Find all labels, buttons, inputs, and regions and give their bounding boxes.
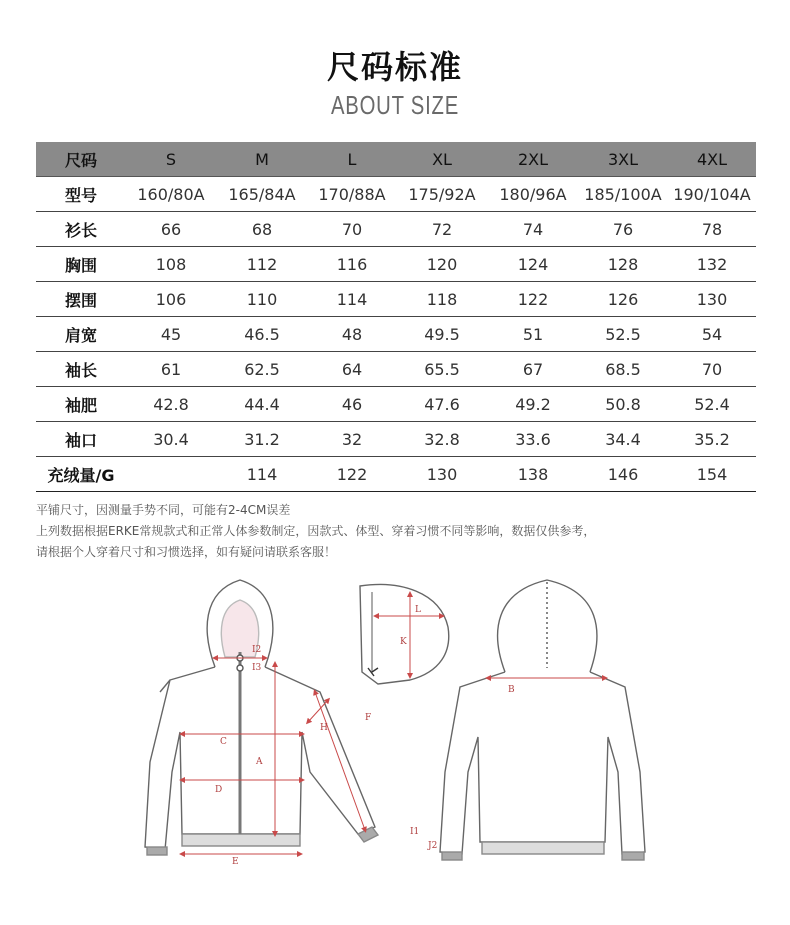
header-cell: 4XL (668, 142, 756, 177)
table-cell: 175/92A (396, 177, 488, 212)
table-cell: 126 (578, 282, 668, 317)
table-cell: 67 (488, 352, 578, 387)
label-d: D (215, 785, 223, 795)
table-cell: 32 (308, 422, 396, 457)
back-jacket-drawing (440, 580, 645, 860)
table-cell: 122 (488, 282, 578, 317)
table-cell: 78 (668, 212, 756, 247)
row-label: 衫长 (36, 212, 126, 247)
table-cell: 72 (396, 212, 488, 247)
table-row (36, 457, 756, 492)
row-label: 充绒量/G (36, 457, 126, 492)
table-cell: 154 (668, 457, 756, 492)
label-e: E (232, 857, 239, 867)
header-cell: 2XL (488, 142, 578, 177)
table-cell: 42.8 (126, 387, 216, 422)
label-i3: I3 (252, 663, 262, 673)
table-cell: 52.5 (578, 317, 668, 352)
table-cell: 70 (668, 352, 756, 387)
table-cell: 70 (308, 212, 396, 247)
table-cell: 165/84A (216, 177, 308, 212)
table-row (36, 247, 756, 282)
label-b: B (508, 685, 515, 695)
table-cell: 130 (396, 457, 488, 492)
table-cell (126, 457, 216, 492)
table-cell: 122 (308, 457, 396, 492)
table-cell: 66 (126, 212, 216, 247)
table-cell: 74 (488, 212, 578, 247)
label-j1: I1 (410, 827, 420, 837)
table-cell: 124 (488, 247, 578, 282)
hood-detail-drawing (360, 585, 449, 684)
row-label: 袖口 (36, 422, 126, 457)
page-title: 尺码标准 (326, 48, 463, 86)
table-cell: 46 (308, 387, 396, 422)
header-cell: S (126, 142, 216, 177)
table-cell: 76 (578, 212, 668, 247)
header-cell: 3XL (578, 142, 668, 177)
table-cell: 120 (396, 247, 488, 282)
table-cell: 61 (126, 352, 216, 387)
label-h: H (320, 723, 328, 733)
table-cell: 51 (488, 317, 578, 352)
row-label: 摆围 (36, 282, 126, 317)
note-line: 平铺尺寸，因测量手势不同，可能有2-4CM误差 (36, 503, 291, 517)
table-cell: 46.5 (216, 317, 308, 352)
table-row (36, 422, 756, 457)
table-row (36, 282, 756, 317)
table-cell: 170/88A (308, 177, 396, 212)
table-cell: 33.6 (488, 422, 578, 457)
table-cell: 146 (578, 457, 668, 492)
table-cell: 138 (488, 457, 578, 492)
table-cell: 160/80A (126, 177, 216, 212)
row-label: 肩宽 (36, 317, 126, 352)
label-j2: J2 (428, 841, 438, 851)
table-cell: 49.2 (488, 387, 578, 422)
table-row (36, 177, 756, 212)
table-cell: 44.4 (216, 387, 308, 422)
table-cell: 110 (216, 282, 308, 317)
table-cell: 68 (216, 212, 308, 247)
note-line: 请根据个人穿着尺寸和习惯选择，如有疑问请联系客服！ (36, 545, 337, 559)
header-cell: XL (396, 142, 488, 177)
label-c: C (220, 737, 227, 747)
label-l: L (415, 605, 421, 615)
row-label: 袖长 (36, 352, 126, 387)
table-cell: 65.5 (396, 352, 488, 387)
table-cell: 118 (396, 282, 488, 317)
table-cell: 50.8 (578, 387, 668, 422)
table-cell: 49.5 (396, 317, 488, 352)
table-cell: 68.5 (578, 352, 668, 387)
size-notes (36, 500, 776, 563)
table-cell: 108 (126, 247, 216, 282)
row-label: 袖肥 (36, 387, 126, 422)
table-row (36, 212, 756, 247)
table-cell: 48 (308, 317, 396, 352)
table-cell: 132 (668, 247, 756, 282)
table-cell: 130 (668, 282, 756, 317)
table-cell: 185/100A (578, 177, 668, 212)
table-cell: 32.8 (396, 422, 488, 457)
table-header-row (36, 142, 756, 177)
page-subtitle: ABOUT SIZE (330, 90, 459, 120)
table-cell: 31.2 (216, 422, 308, 457)
table-cell: 45 (126, 317, 216, 352)
label-i2: I2 (252, 645, 262, 655)
table-cell: 35.2 (668, 422, 756, 457)
table-cell: 112 (216, 247, 308, 282)
table-cell: 30.4 (126, 422, 216, 457)
header-cell: 尺码 (36, 142, 126, 177)
table-cell: 54 (668, 317, 756, 352)
table-row (36, 352, 756, 387)
table-cell: 114 (216, 457, 308, 492)
table-cell: 52.4 (668, 387, 756, 422)
table-row (36, 317, 756, 352)
size-table (36, 142, 756, 492)
table-row (36, 387, 756, 422)
header-cell: L (308, 142, 396, 177)
table-cell: 190/104A (668, 177, 756, 212)
table-cell: 62.5 (216, 352, 308, 387)
row-label: 胸围 (36, 247, 126, 282)
table-cell: 106 (126, 282, 216, 317)
row-label: 型号 (36, 177, 126, 212)
front-jacket-drawing (145, 580, 378, 855)
table-cell: 114 (308, 282, 396, 317)
table-cell: 47.6 (396, 387, 488, 422)
header-cell: M (216, 142, 308, 177)
hood-measure-lines (376, 594, 442, 676)
table-cell: 64 (308, 352, 396, 387)
table-cell: 128 (578, 247, 668, 282)
label-a: A (256, 757, 263, 767)
table-cell: 116 (308, 247, 396, 282)
table-cell: 180/96A (488, 177, 578, 212)
label-f: F (365, 713, 372, 723)
measurement-diagram (110, 572, 670, 892)
label-k: K (400, 637, 407, 647)
table-cell: 34.4 (578, 422, 668, 457)
note-line: 上列数据根据ERKE常规款式和正常人体参数制定，因款式、体型、穿着习惯不同等影响，数据仅供参考， (36, 524, 596, 538)
front-measure-lines (182, 658, 365, 854)
